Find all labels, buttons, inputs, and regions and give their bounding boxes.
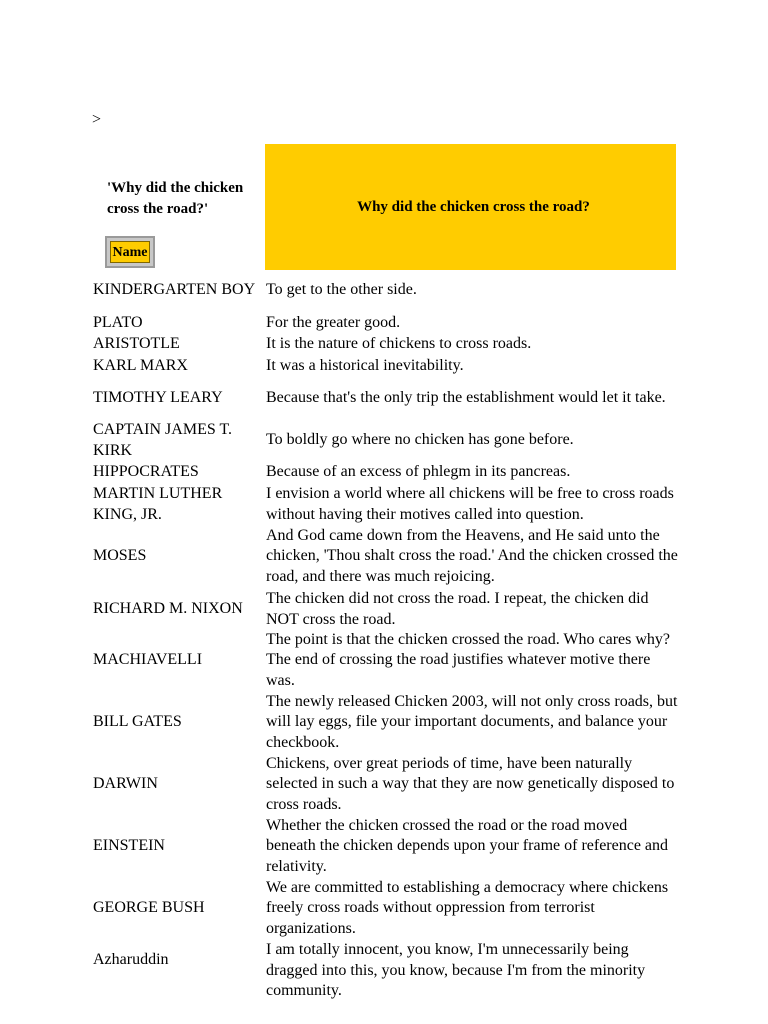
row-answer-text: It was a historical inevitability. — [266, 357, 464, 375]
row-answer — [266, 526, 678, 587]
row-answer-text: It is the nature of chickens to cross roads. — [266, 335, 532, 353]
row-name: MACHIAVELLI — [93, 651, 203, 669]
row-answer-text: The chicken did not cross the road. I repeat, the chicken did NOT cross the road. — [266, 590, 649, 628]
row-answer-text: We are committed to establishing a democracy where chickens freely cross roads without oppression from terrorist organizations. — [266, 878, 669, 937]
row-answer-text: I am totally innocent, you know, I'm unnecessarily being dragged into this, you know, because I'm from the minority community. — [266, 941, 646, 999]
row-name: ARISTOTLE — [93, 335, 180, 353]
row-answer-text: To boldly go where no chicken has gone before. — [266, 431, 574, 449]
row-answer — [266, 356, 678, 377]
row-answer — [266, 630, 678, 691]
row-answer — [266, 484, 678, 525]
page-marker: > — [92, 111, 102, 128]
row-answer-text: For the greater good. — [266, 314, 401, 332]
row-answer — [266, 313, 678, 334]
row-name: DARWIN — [93, 775, 158, 793]
row-answer — [266, 754, 678, 815]
row-answer — [266, 940, 678, 1001]
row-name: RICHARD M. NIXON — [93, 600, 243, 618]
row-name: EINSTEIN — [93, 837, 165, 855]
row-answer — [266, 589, 678, 630]
row-name: Azharuddin — [93, 951, 169, 969]
row-answer — [266, 462, 678, 483]
row-answer — [266, 334, 678, 355]
row-answer — [266, 816, 678, 877]
row-answer — [266, 270, 678, 311]
row-answer-text: The newly released Chicken 2003, will not only cross roads, but will lay eggs, file your important documents, and balance your checkbook. — [266, 692, 678, 751]
row-name: BILL GATES — [93, 713, 182, 731]
row-name: KINDERGARTEN BOY — [93, 281, 256, 299]
row-answer — [266, 378, 678, 419]
row-name: MARTIN LUTHER KING, JR. — [93, 485, 223, 523]
row-answer — [266, 692, 678, 753]
row-answer-text: Chickens, over great periods of time, have been naturally selected in such a way that they are now genetically disposed to cross roads. — [266, 754, 675, 813]
header-banner — [265, 144, 676, 270]
row-answer-text: I envision a world where all chickens will be free to cross roads without having their motives called into question. — [266, 485, 674, 523]
row-answer-text: To get to the other side. — [266, 281, 417, 299]
name-button-label: Name — [110, 241, 150, 263]
row-name: MOSES — [93, 547, 147, 565]
name-column-button[interactable] — [105, 236, 155, 268]
row-answer-text: Because that's the only trip the establishment would let it take. — [266, 389, 666, 407]
row-answer-text: The point is that the chicken crossed the road. Who cares why? The end of crossing the road justifies whatever motive there was. — [266, 630, 671, 689]
row-answer-text: And God came down from the Heavens, and He said unto the chicken, 'Thou shalt cross the road.' And the chicken crossed the road, and there was much rejoicing. — [266, 526, 678, 585]
row-answer-text: Because of an excess of phlegm in its pancreas. — [266, 463, 571, 481]
row-name: CAPTAIN JAMES T. KIRK — [93, 421, 233, 459]
row-answer — [266, 878, 678, 939]
row-name: TIMOTHY LEARY — [93, 389, 223, 407]
row-name: HIPPOCRATES — [93, 463, 199, 481]
row-name: KARL MARX — [93, 357, 188, 375]
row-name: GEORGE BUSH — [93, 899, 205, 917]
header-title: Why did the chicken cross the road? — [357, 198, 590, 215]
column-question-heading: 'Why did the chicken cross the road?' — [107, 180, 244, 217]
row-answer — [266, 420, 678, 461]
row-answer-text: Whether the chicken crossed the road or the road moved beneath the chicken depends upon your frame of reference and relativity. — [266, 816, 669, 875]
row-name: PLATO — [93, 314, 143, 332]
